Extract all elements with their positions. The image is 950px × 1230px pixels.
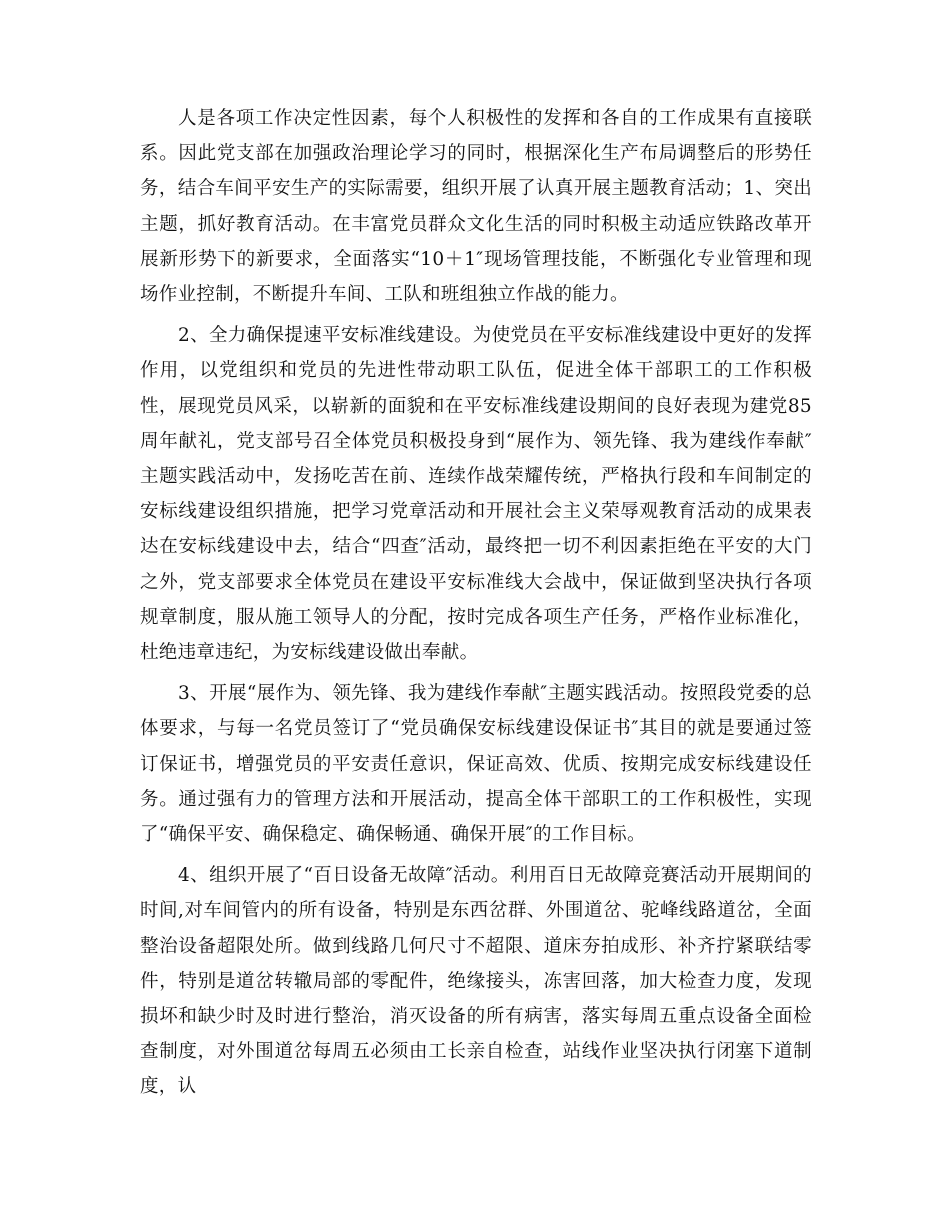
paragraph-2: 2、全力确保提速平安标准线建设。为使党员在平安标准线建设中更好的发挥作用，以党组织和党员的先进性带动职工队伍，促进全体干部职工的工作积极性，展现党员风采，以崭新的面貌和在平安标准线建设期间的良好表现为建党85周年献礼，党支部号召全体党员积极投身到“展作为、领先锋、我为建线作奉献″主题实践活动中，发扬吃苦在前、连续作战荣耀传统，严格执行段和车间制定的安标线建设组织措施，把学习党章活动和开展社会主义荣辱观教育活动的成果表达在安标线建设中去，结合“四查″活动，最终把一切不利因素拒绝在平安的大门之外，党支部要求全体党员在建设平安标准线大会战中，保证做到坚决执行各项规章制度，服从施工领导人的分配，按时完成各项生产任务，严格作业标准化，杜绝违章违纪，为安标线建设做出奉献。 [140, 325, 812, 664]
paragraph-1: 人是各项工作决定性因素，每个人积极性的发挥和各自的工作成果有直接联系。因此党支部在加强政治理论学习的同时，根据深化生产布局调整后的形势任务，结合车间平安生产的实际需要，组织开展了认真开展主题教育活动；1、突出主题，抓好教育活动。在丰富党员群众文化生活的同时积极主动适应铁路改革开展新形势下的新要求，全面落实“10＋1″现场管理技能，不断强化专业管理和现场作业控制，不断提升车间、工队和班组独立作战的能力。 [140, 108, 812, 306]
paragraph-3: 3、开展“展作为、领先锋、我为建线作奉献″主题实践活动。按照段党委的总体要求，与每一名党员签订了“党员确保安标线建设保证书″其目的就是要通过签订保证书，增强党员的平安责任意识，保证高效、优质、按期完成安标线建设任务。通过强有力的管理方法和开展活动，提高全体干部职工的工作积极性，实现了“确保平安、确保稳定、确保畅通、确保开展″的工作目标。 [140, 683, 812, 846]
paragraph-4: 4、组织开展了“百日设备无故障″活动。利用百日无故障竞赛活动开展期间的时间,对车间管内的所有设备，特别是东西岔群、外围道岔、驼峰线路道岔，全面整治设备超限处所。做到线路几何尺寸不超限、道床夯拍成形、补齐拧紧联结零件，特别是道岔转辙局部的零配件，绝缘接头，冻害回落，加大检查力度，发现损坏和缺少时及时进行整治，消灭设备的所有病害，落实每周五重点设备全面检查制度，对外围道岔每周五必须由工长亲自检查，站线作业坚决执行闭塞下道制度，认 [140, 865, 812, 1098]
document-body [140, 101, 812, 1111]
